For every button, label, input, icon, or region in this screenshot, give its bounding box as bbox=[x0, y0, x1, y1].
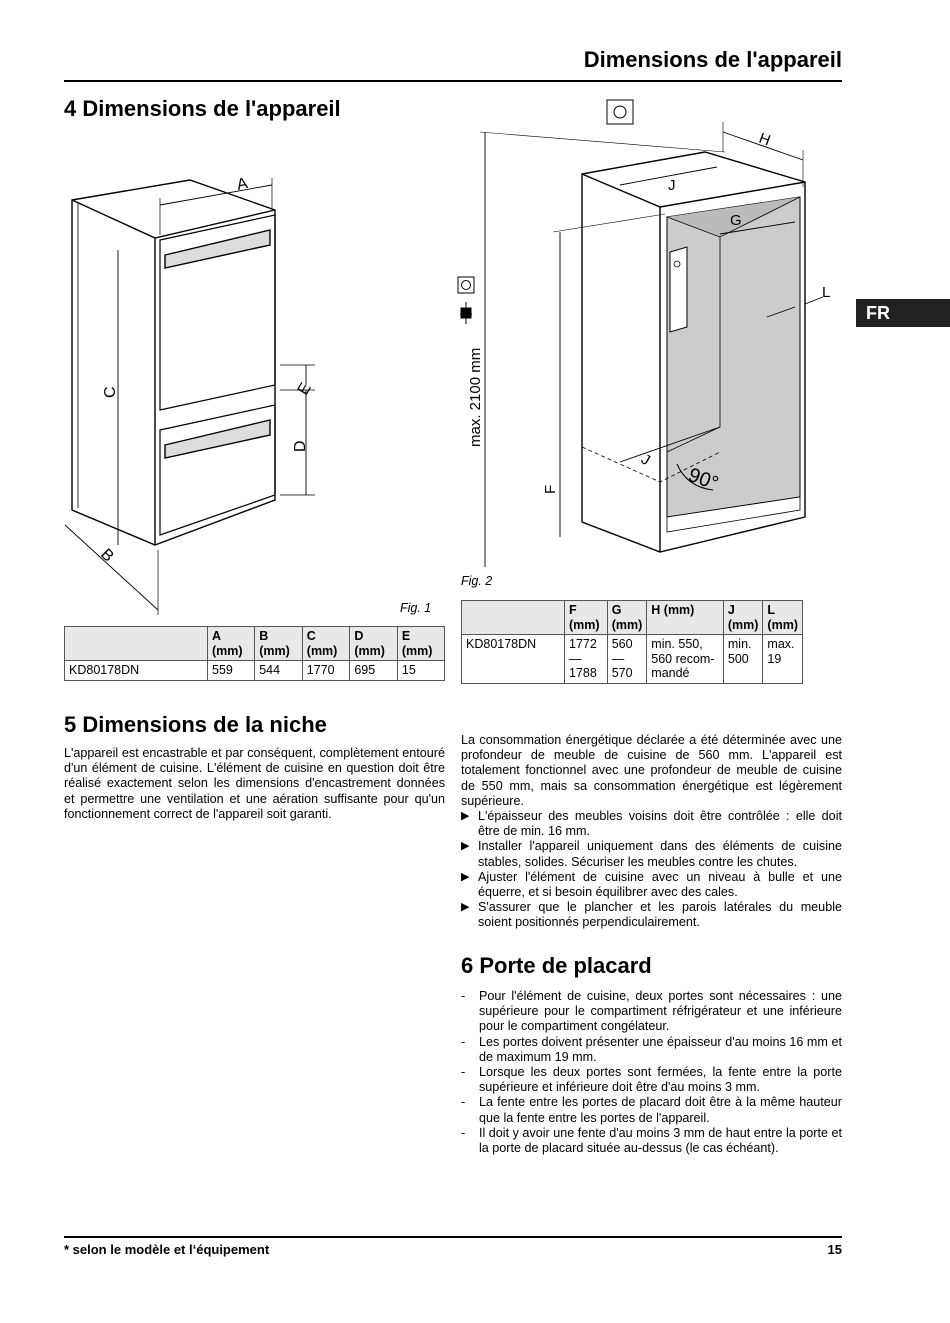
fig2-label-angle: 90° bbox=[685, 464, 722, 496]
table-header-cell: F (mm) bbox=[565, 601, 608, 635]
fig2-label-max: max. 2100 mm bbox=[467, 347, 484, 447]
fig2-caption: Fig. 2 bbox=[461, 574, 493, 588]
section-4-title: 4 Dimensions de l'appareil bbox=[64, 96, 341, 121]
dash-marker: - bbox=[461, 989, 466, 1003]
arrow-bullet-icon: ▶ bbox=[461, 870, 470, 883]
list-item-text: Ajuster l'élément de cuisine avec un niveau à bulle et une équerre, et si besoin équilibrer avec des cales. bbox=[478, 869, 842, 900]
niche-dimensions-table bbox=[461, 600, 803, 684]
table-header-cell bbox=[65, 627, 208, 661]
language-tab: FR bbox=[856, 299, 950, 327]
arrow-bullet-icon: ▶ bbox=[461, 810, 470, 822]
table-cell: 559 bbox=[208, 661, 255, 681]
fig1-label-c: C bbox=[102, 386, 119, 398]
power-socket-icon bbox=[458, 277, 474, 293]
list-item bbox=[461, 839, 842, 869]
dash-marker: - bbox=[461, 1065, 466, 1080]
table-cell: max. 19 bbox=[763, 635, 803, 684]
table-header-cell: C (mm) bbox=[302, 627, 350, 661]
table-header-cell: J (mm) bbox=[723, 601, 763, 635]
table-cell: 695 bbox=[350, 661, 398, 681]
table-row bbox=[462, 635, 803, 684]
dash-marker: - bbox=[461, 1125, 466, 1140]
table-header-cell: E (mm) bbox=[397, 627, 444, 661]
list-item-text: Installer l'appareil uniquement dans des éléments de cuisine stables, solides. Sécuriser les meubles contre les chutes. bbox=[478, 839, 842, 869]
table-header-cell: G (mm) bbox=[607, 601, 647, 635]
list-item-text: Lorsque les deux portes sont fermées, la fente entre la porte supérieure et inférieure doit être d'au moins 3 mm. bbox=[479, 1065, 842, 1095]
appliance-dimensions-table bbox=[64, 626, 445, 681]
energy-consumption-text: La consommation énergétique déclarée a été déterminée avec une profondeur de meuble de cuisine de 560 mm. L'appareil est totalement fonctionnel avec une profondeur de meuble de cuisine de 550 mm, mais sa consommation énergétique est légèrement supérieure. bbox=[461, 733, 842, 808]
table-cell: 1772 — 1788 bbox=[565, 635, 608, 684]
table-header-cell bbox=[462, 601, 565, 635]
power-plug-icon bbox=[460, 302, 472, 324]
table-header-cell: A (mm) bbox=[208, 627, 255, 661]
fig2-label-j-bottom: J bbox=[638, 450, 653, 470]
list-item-text: Les portes doivent présenter une épaisseur d'au moins 16 mm et de maximum 19 mm. bbox=[479, 1034, 842, 1064]
fig2-label-h: H bbox=[756, 129, 773, 150]
table-cell: 560 — 570 bbox=[607, 635, 647, 684]
list-item-text: L'épaisseur des meubles voisins doit être contrôlée : elle doit être de min. 16 mm. bbox=[478, 809, 842, 839]
table-header-cell: L (mm) bbox=[763, 601, 803, 635]
fig2-label-l: L bbox=[822, 284, 831, 301]
section-5-title: 5 Dimensions de la niche bbox=[64, 712, 327, 737]
fig1-label-d: D bbox=[292, 440, 309, 452]
fig2-niche-diagram bbox=[455, 92, 831, 577]
fig1-label-b: B bbox=[97, 545, 117, 566]
table-header-row bbox=[462, 601, 803, 635]
table-cell: KD80178DN bbox=[65, 661, 208, 681]
dash-marker: - bbox=[461, 1034, 466, 1049]
arrow-bullet-icon: ▶ bbox=[461, 901, 470, 914]
footer-rule bbox=[64, 1236, 842, 1238]
fig2-label-j-top: J bbox=[668, 177, 676, 194]
arrow-bullet-icon: ▶ bbox=[461, 840, 470, 853]
page-number: 15 bbox=[827, 1242, 842, 1257]
table-header-cell: H (mm) bbox=[647, 601, 724, 635]
page-header-title: Dimensions de l'appareil bbox=[583, 47, 842, 72]
list-item bbox=[461, 870, 842, 900]
section-6-title: 6 Porte de placard bbox=[461, 953, 652, 978]
footer-note: * selon le modèle et l‘équipement bbox=[64, 1242, 270, 1257]
list-item bbox=[461, 1065, 842, 1095]
installation-checklist bbox=[461, 809, 842, 931]
list-item-text: Pour l'élément de cuisine, deux portes sont nécessaires : une supérieure pour le compartiment réfrigérateur et une inférieure pour le compartiment congélateur. bbox=[479, 989, 842, 1034]
section-5-text: L'appareil est encastrable et par conséquent, complètement entouré d'un élément de cuisine. L'élément de cuisine en question doit être réalisé exactement selon les dimensions d'encastrement données et permettre une ventilation et une aération suffisante pour qu'un fonctionnement correct de l'appareil soit garanti. bbox=[64, 746, 445, 821]
list-item-text: S'assurer que le plancher et les parois latérales du meuble soient positionnés perpendiculairement. bbox=[478, 900, 842, 930]
dash-marker: - bbox=[461, 1095, 466, 1110]
table-cell: KD80178DN bbox=[462, 635, 565, 684]
list-item bbox=[461, 809, 842, 839]
list-item bbox=[461, 1126, 842, 1156]
table-cell: 15 bbox=[397, 661, 444, 681]
fig2-label-f: F bbox=[542, 484, 559, 494]
list-item-text: Il doit y avoir une fente d'au moins 3 mm de haut entre la porte et la porte de placard située au-dessus (le cas échéant). bbox=[479, 1125, 842, 1156]
table-cell: min. 550, 560 recommandé bbox=[647, 635, 724, 684]
fig2-label-g: G bbox=[730, 212, 742, 229]
fig1-appliance-diagram bbox=[60, 160, 450, 620]
table-cell: min. 500 bbox=[723, 635, 763, 684]
table-row bbox=[65, 661, 445, 681]
cabinet-door-list bbox=[461, 989, 842, 1156]
header-rule bbox=[64, 80, 842, 82]
table-cell: 1770 bbox=[302, 661, 350, 681]
fig1-label-e: E bbox=[294, 380, 315, 398]
list-item bbox=[461, 900, 842, 930]
table-header-row bbox=[65, 627, 445, 661]
table-header-cell: B (mm) bbox=[255, 627, 303, 661]
list-item-text: La fente entre les portes de placard doit être à la même hauteur que la fente entre les portes de l'appareil. bbox=[479, 1095, 842, 1125]
list-item bbox=[461, 1095, 842, 1125]
table-cell: 544 bbox=[255, 661, 303, 681]
fig1-caption: Fig. 1 bbox=[400, 601, 432, 615]
list-item bbox=[461, 989, 842, 1035]
table-header-cell: D (mm) bbox=[350, 627, 398, 661]
list-item bbox=[461, 1035, 842, 1065]
fig1-label-a: A bbox=[235, 175, 250, 194]
